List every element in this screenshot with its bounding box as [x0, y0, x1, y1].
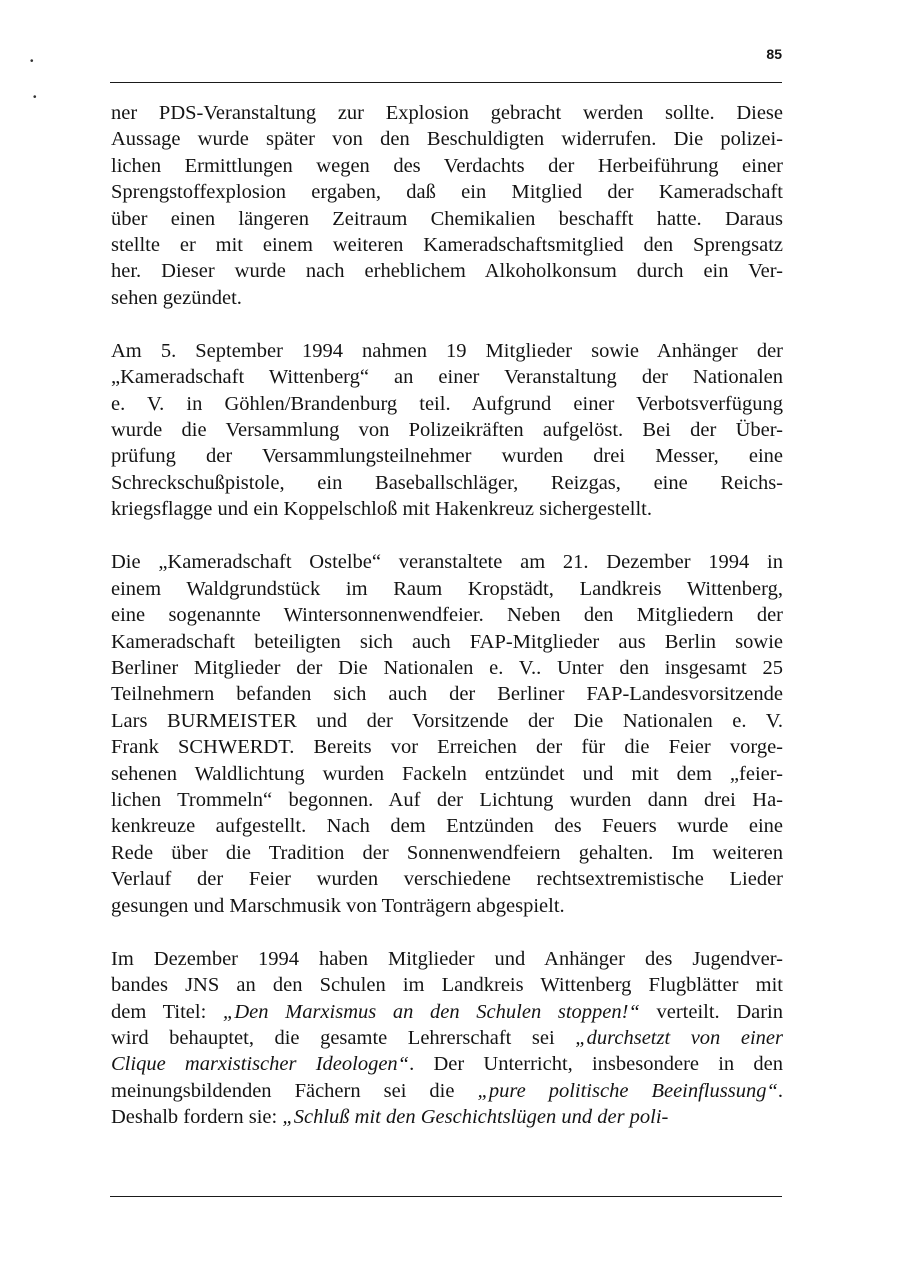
text-segment: einem Waldgrundstück im Raum Kropstädt, Landkreis Wittenberg, [111, 577, 783, 600]
text-segment: Sprengstoffexplosion ergaben, daß ein Mitglied der Kameradschaft [111, 181, 783, 204]
text-line [111, 866, 783, 892]
text-line [111, 576, 783, 602]
text-line [111, 840, 783, 866]
text-segment: Teilnehmern befanden sich auch der Berliner FAP-Landesvorsitzende [111, 683, 783, 706]
text-segment: sehenen Waldlichtung wurden Fackeln entzündet und mit dem „feier- [111, 762, 783, 785]
scan-mark: • [30, 56, 34, 67]
paragraph-gap [111, 523, 783, 550]
text-line [111, 761, 783, 787]
text-segment: verteilt. Darin [639, 1000, 784, 1023]
text-line [111, 1025, 783, 1051]
text-segment: kriegsflagge und ein Koppelschloß mit Hakenkreuz sichergestellt. [111, 498, 653, 521]
text-line [111, 946, 783, 972]
text-line [111, 470, 783, 496]
scan-mark: • [33, 92, 37, 103]
text-line [111, 787, 783, 813]
text-segment: stellte er mit einem weiteren Kameradschaftsmitglied den Sprengsatz [111, 233, 783, 256]
text-segment: sehen gezündet. [111, 286, 242, 309]
text-segment: Schreckschußpistole, ein Baseballschläger, Reizgas, eine Reichs- [111, 471, 783, 494]
italic-quote: Clique marxistischer Ideologen“ [111, 1053, 410, 1076]
text-line [111, 602, 783, 628]
text-line [111, 681, 783, 707]
text-line [111, 1051, 783, 1077]
text-line [111, 443, 783, 469]
text-line [111, 258, 783, 284]
paragraph [111, 338, 783, 523]
text-line [111, 1104, 783, 1130]
text-line [111, 179, 783, 205]
text-line [111, 126, 783, 152]
text-line [111, 655, 783, 681]
italic-quote: „pure politische Beeinflussung“ [477, 1079, 778, 1102]
text-line [111, 417, 783, 443]
text-segment: über einen längeren Zeitraum Chemikalien beschafft hatte. Daraus [111, 207, 783, 230]
text-segment: eine sogenannte Wintersonnenwendfeier. Neben den Mitgliedern der [111, 604, 783, 627]
text-line [111, 496, 783, 522]
paragraph [111, 100, 783, 311]
text-segment: „Kameradschaft Wittenberg“ an einer Veranstaltung der Nationalen [111, 366, 783, 389]
italic-quote: „Den Marxismus an den Schulen stoppen!“ [222, 1000, 640, 1023]
text-segment: wird behauptet, die gesamte Lehrerschaft sei [111, 1026, 576, 1049]
text-line [111, 364, 783, 390]
text-segment: kenkreuze aufgestellt. Nach dem Entzünden des Feuers wurde eine [111, 815, 783, 838]
text-segment: prüfung der Versammlungsteilnehmer wurden drei Messer, eine [111, 445, 783, 468]
footer-rule [110, 1196, 782, 1197]
text-segment: Lars BURMEISTER und der Vorsitzende der Die Nationalen e. V. [111, 709, 783, 732]
text-line [111, 813, 783, 839]
text-segment: lichen Ermittlungen wegen des Verdachts der Herbeiführung einer [111, 154, 783, 177]
italic-quote: „durchsetzt von einer [575, 1026, 783, 1049]
text-segment: ner PDS-Veranstaltung zur Explosion gebracht werden sollte. Diese [111, 102, 783, 124]
text-line [111, 893, 783, 919]
text-line [111, 549, 783, 575]
paragraph [111, 946, 783, 1131]
text-segment: meinungsbildenden Fächern sei die [111, 1079, 478, 1102]
text-line [111, 285, 783, 311]
text-segment: Verlauf der Feier wurden verschiedene rechtsextremistische Lieder [111, 868, 783, 891]
text-line [111, 232, 783, 258]
text-segment: Am 5. September 1994 nahmen 19 Mitglieder sowie Anhänger der [111, 339, 783, 362]
page-number: 85 [766, 46, 782, 62]
text-segment: her. Dieser wurde nach erheblichem Alkoholkonsum durch ein Ver- [111, 260, 783, 283]
text-segment: . Der Unterricht, insbesondere in den [409, 1053, 784, 1076]
text-segment: Kameradschaft beteiligten sich auch FAP-Mitglieder aus Berlin sowie [111, 630, 783, 653]
text-segment: dem Titel: [111, 1000, 223, 1023]
text-line [111, 629, 783, 655]
text-line [111, 338, 783, 364]
text-line [111, 1078, 783, 1104]
italic-quote: „Schluß mit den Geschichtslügen und der poli- [282, 1106, 669, 1129]
text-segment: lichen Trommeln“ begonnen. Auf der Lichtung wurden dann drei Ha- [111, 788, 783, 811]
text-line [111, 153, 783, 179]
header-rule [110, 82, 782, 83]
text-segment: wurde die Versammlung von Polizeikräften aufgelöst. Bei der Über- [111, 419, 783, 442]
paragraph-gap [111, 311, 783, 338]
text-segment: Aussage wurde später von den Beschuldigten widerrufen. Die polizei- [111, 128, 783, 151]
text-line [111, 100, 783, 126]
paragraph-gap [111, 919, 783, 946]
text-line [111, 206, 783, 232]
text-line [111, 999, 783, 1025]
body-text [111, 100, 783, 1130]
text-segment: bandes JNS an den Schulen im Landkreis Wittenberg Flugblätter mit [111, 974, 783, 997]
text-line [111, 708, 783, 734]
text-segment: Frank SCHWERDT. Bereits vor Erreichen der für die Feier vorge- [111, 736, 783, 759]
text-line [111, 972, 783, 998]
text-segment: e. V. in Göhlen/Brandenburg teil. Aufgrund einer Verbotsverfügung [111, 392, 783, 415]
text-segment: Die „Kameradschaft Ostelbe“ veranstaltete am 21. Dezember 1994 in [111, 551, 783, 574]
text-line [111, 391, 783, 417]
text-segment: Berliner Mitglieder der Die Nationalen e. V.. Unter den insgesamt 25 [111, 657, 783, 680]
text-segment: . [777, 1079, 783, 1102]
text-line [111, 734, 783, 760]
text-segment: Rede über die Tradition der Sonnenwendfeiern gehalten. Im weiteren [111, 841, 783, 864]
text-segment: gesungen und Marschmusik von Tonträgern abgespielt. [111, 894, 565, 917]
text-segment: Deshalb fordern sie: [111, 1106, 283, 1129]
paragraph [111, 549, 783, 918]
text-segment: Im Dezember 1994 haben Mitglieder und Anhänger des Jugendver- [111, 947, 783, 970]
